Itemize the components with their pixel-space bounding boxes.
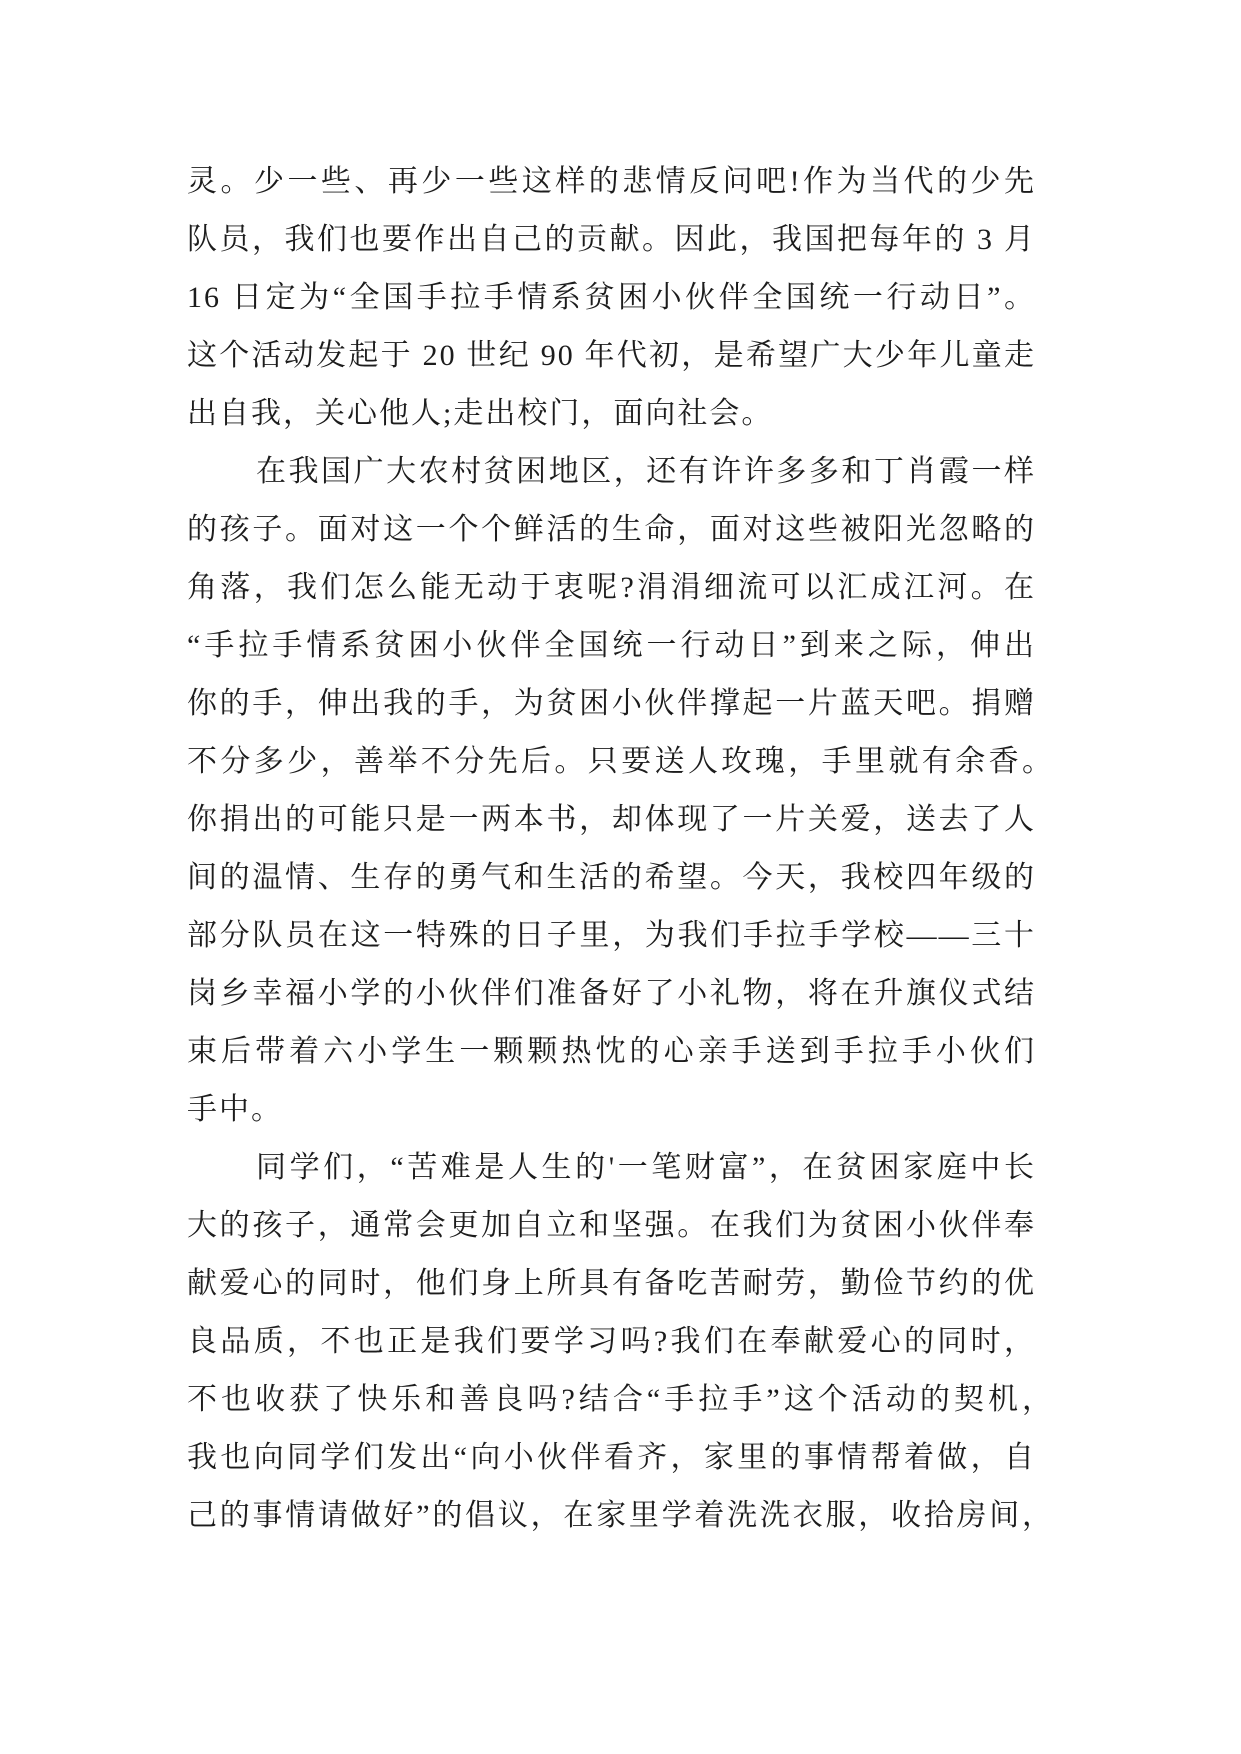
text-line: 你的手，伸出我的手，为贫困小伙伴撑起一片蓝天吧。捐赠 (187, 687, 1036, 720)
paragraph-2 (187, 443, 1241, 1139)
text-line: 16 日定为“全国手拉手情系贫困小伙伴全国统一行动日”。 (187, 281, 1036, 314)
text-line: 部分队员在这一特殊的日子里，为我们手拉手学校——三十 (187, 919, 1036, 952)
text-line: 束后带着六小学生一颗颗热忱的心亲手送到手拉手小伙们 (187, 1035, 1036, 1068)
paragraph-1 (187, 153, 1241, 443)
text-line: 不分多少，善举不分先后。只要送人玫瑰，手里就有余香。 (187, 745, 1054, 778)
text-line: 出自我，关心他人;走出校门，面向社会。 (187, 397, 774, 430)
paragraph-3 (187, 1139, 1241, 1545)
text-line: 手中。 (187, 1093, 283, 1126)
text-line: 同学们，“苦难是人生的'一笔财富”，在贫困家庭中长 (256, 1151, 1036, 1184)
text-line: 间的温情、生存的勇气和生活的希望。今天，我校四年级的 (187, 861, 1036, 894)
text-line: 大的孩子，通常会更加自立和坚强。在我们为贫困小伙伴奉 (187, 1209, 1036, 1242)
text-line: “手拉手情系贫困小伙伴全国统一行动日”到来之际，伸出 (187, 629, 1036, 662)
text-line: 岗乡幸福小学的小伙伴们准备好了小礼物，将在升旗仪式结 (187, 977, 1036, 1010)
text-line: 灵。少一些、再少一些这样的悲情反问吧!作为当代的少先 (187, 165, 1036, 198)
text-line: 良品质，不也正是我们要学习吗?我们在奉献爱心的同时， (187, 1325, 1036, 1358)
text-line: 己的事情请做好”的倡议，在家里学着洗洗衣服，收拾房间， (187, 1499, 1054, 1532)
text-line: 献爱心的同时，他们身上所具有备吃苦耐劳，勤俭节约的优 (187, 1267, 1036, 1300)
text-line: 不也收获了快乐和善良吗?结合“手拉手”这个活动的契机， (187, 1383, 1054, 1416)
text-line: 这个活动发起于 20 世纪 90 年代初，是希望广大少年儿童走 (187, 339, 1036, 372)
text-line: 队员，我们也要作出自己的贡献。因此，我国把每年的 3 月 (187, 223, 1036, 256)
text-line: 我也向同学们发出“向小伙伴看齐，家里的事情帮着做，自 (187, 1441, 1036, 1474)
text-line: 你捐出的可能只是一两本书，却体现了一片关爱，送去了人 (187, 803, 1036, 836)
text-line: 的孩子。面对这一个个鲜活的生命，面对这些被阳光忽略的 (187, 513, 1036, 546)
text-line: 在我国广大农村贫困地区，还有许许多多和丁肖霞一样 (256, 455, 1036, 488)
text-line: 角落，我们怎么能无动于衷呢?涓涓细流可以汇成江河。在 (187, 571, 1036, 604)
